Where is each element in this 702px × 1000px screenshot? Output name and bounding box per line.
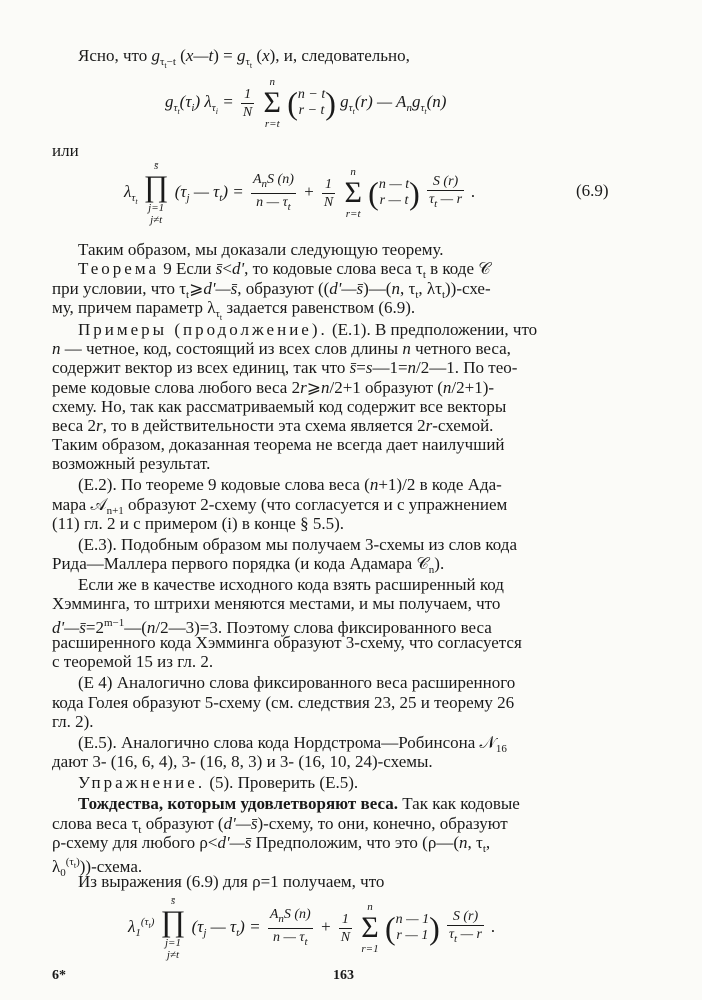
text-line: мара 𝒜$_{n+1}$ образуют 2-схему (что согласуется и с упражнением [52, 495, 508, 517]
text-line: слова веса $\tau_t$ образуют (d'—s̄)-схему, то они, конечно, образуют [52, 814, 508, 836]
text-line: веса 2r, то в действительности эта схема является 2r-схемой. [52, 416, 494, 435]
text-line: содержит вектор из всех единиц, так что s̄=s—1=n/2—1. По тео- [52, 358, 518, 377]
text-line: дают 3- (16, 6, 4), 3- (16, 8, 3) и 3- (16, 10, 24)-схемы. [52, 752, 433, 771]
signature-mark: 6* [52, 968, 66, 983]
text-line: Рида—Маллера первого порядка (и кода Адамара 𝒞$_n$). [52, 554, 445, 576]
text-line: (Е.5). Аналогично слова кода Нордстрома—Робинсона 𝒩$_{16}$ [78, 733, 507, 755]
text-line: Таким образом, доказанная теорема не всегда дает наилучший [52, 435, 505, 454]
text-line: Из выражения (6.9) для ρ=1 получаем, что [78, 872, 385, 891]
text-line: $\lambda_0^{(\tau_t)}$))-схема. [52, 856, 143, 879]
text-line-intro: Ясно, что $g_{\tau_t-t}$ (x—t) = $g_{\tau_t}$ (x), и, следовательно, [78, 46, 410, 71]
page-number: 163 [333, 968, 354, 983]
equation-number-6-9: (6.9) [576, 181, 609, 200]
text-line: ρ-схему для любого ρ<d'—s̄ Предположим, что это (ρ—(n, $\tau_t$, [52, 833, 491, 855]
equation-6-9: $\lambda_{\tau_t}$ s̄ ∏ j=1 j≠t ($\tau_j$ — $\tau_t$) = $\frac{A_nS (n)}{n — \tau_t}$ + $\frac{1}{N}$ n Σ r=t (n — t r — t) $\frac{S (r)}{\tau_t — r}$ . [124, 160, 476, 226]
text-line: Примеры (продолжение). (Е.1). В предположении, что [78, 320, 538, 339]
text-line: n — четное, код, состоящий из всех слов длины n четного веса, [52, 339, 511, 358]
text-line: (Е.3). Подобным образом мы получаем 3-схемы из слов кода [78, 535, 518, 554]
text-line-or: или [52, 141, 79, 160]
text-line: (11) гл. 2 и с примером (i) в конце § 5.5). [52, 514, 344, 533]
text-line: Если же в качестве исходного кода взять расширенный код [78, 575, 504, 594]
equation-1: $g_{\tau_t}(\tau_i) \lambda_{\tau_i}$ = $\frac{1}{N}$ n Σ r=t (n − t r − t) $g_{\tau_t}(r)$ — $A_ng_{\tau_t}(n)$ [165, 76, 447, 130]
text-line: схему. Но, так как рассматриваемый код содержит все векторы [52, 397, 507, 416]
text-line: кода Голея образуют 5-схему (см. следствия 23, 25 и теорему 26 [52, 693, 515, 712]
text-line: гл. 2). [52, 712, 94, 731]
text-line-exercise: Упражнение. (5). Проверить (Е.5). [78, 773, 359, 792]
text-line: реме кодовые слова любого веса 2r⩾n/2+1 образуют (n/2+1)- [52, 378, 495, 397]
text-line: с теоремой 15 из гл. 2. [52, 652, 214, 671]
text-line: расширенного кода Хэмминга образуют 3-схему, что согласуется [52, 633, 522, 652]
text-line: (Е.2). По теореме 9 кодовые слова веса (n+1)/2 в коде Ада- [78, 475, 502, 494]
text-line: при условии, что $\tau_t⩾d'—s̄$, образуют ((d'—s̄)—(n, $\tau_t$, $\lambda\tau_t))-схе-$ [52, 279, 491, 301]
text-line: (Е 4) Аналогично слова фиксированного веса расширенного [78, 673, 516, 692]
equation-3: $\lambda_1^{(\tau_t)}$ s̄ ∏ j=1 j≠t ($\tau_j$ — $\tau_t$) = $\frac{A_nS (n)}{n — \tau_t}$ + $\frac{1}{N}$ n Σ r=1 (n — 1 r — 1) $\frac{S (r)}{\tau_t — r}$ . [128, 895, 496, 961]
text-line: Хэмминга, то штрихи меняются местами, и мы получаем, что [52, 594, 501, 613]
text-line: му, причем параметр $\lambda_{\tau_t}$ задается равенством (6.9). [52, 298, 416, 323]
text-line-section: Тождества, которым удовлетворяют веса. Так как кодовые [78, 794, 520, 813]
text-line: $d'—s̄=2^{m-1}—(n/2—3)=3$. Поэтому слова фиксированного веса [52, 617, 492, 637]
text-line: возможный результат. [52, 454, 211, 473]
text-line: Таким образом, мы доказали следующую теорему. [78, 240, 444, 259]
text-line-theorem: Теорема 9 Если s̄<d', то кодовые слова веса $\tau_t$ в коде 𝒞 [78, 259, 491, 281]
